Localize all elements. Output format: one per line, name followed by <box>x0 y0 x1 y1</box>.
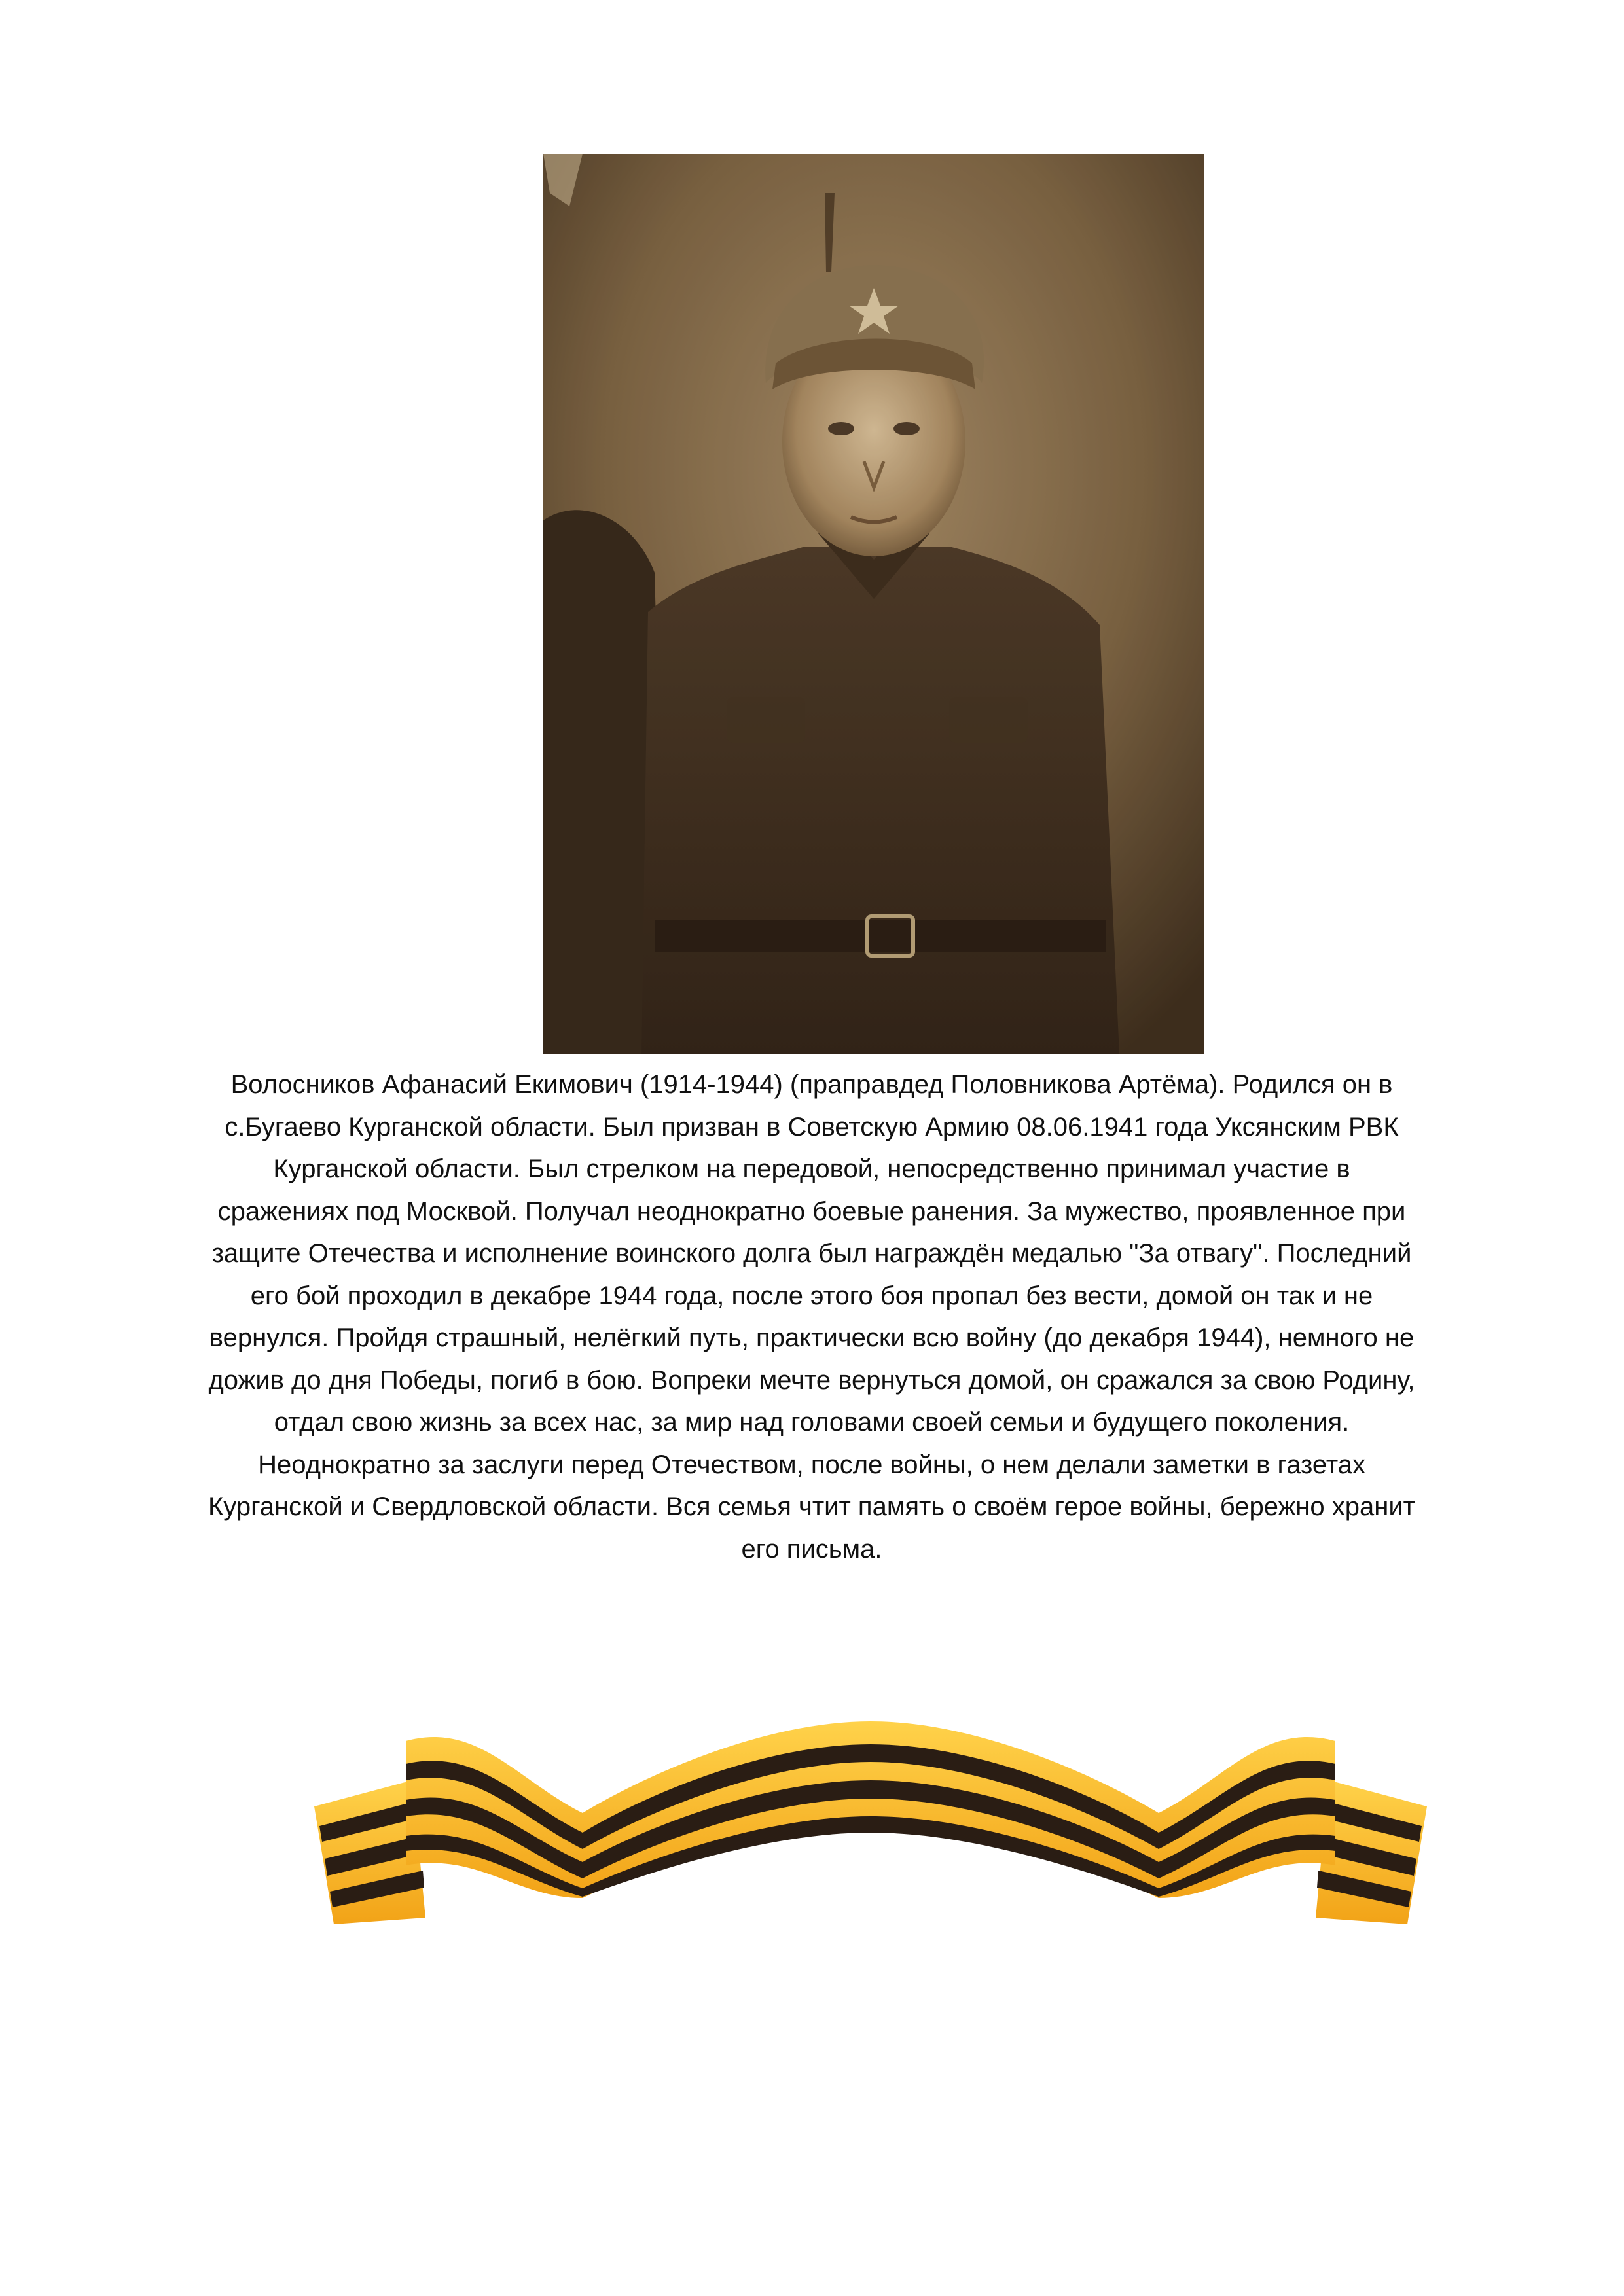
biography-line: Курганской и Свердловской области. Вся семья чтит память о своём герое войны, бережно хранит <box>208 1492 1415 1521</box>
biography-line: защите Отечества и исполнение воинского долга был награждён медалью "За отвагу". Последний <box>211 1239 1412 1268</box>
biography-line: дожив до дня Победы, погиб в бою. Вопреки мечте вернуться домой, он сражался за свою Родину, <box>208 1365 1415 1395</box>
biography-line: Курганской области. Был стрелком на передовой, непосредственно принимал участие в <box>273 1155 1350 1183</box>
biography-line: Неоднократно за заслуги перед Отечеством, после войны, о нем делали заметки в газетах <box>258 1450 1365 1479</box>
biography-line: его бой проходил в декабре 1944 года, после этого боя пропал без вести, домой он так и не <box>250 1281 1373 1310</box>
portrait-photo <box>543 154 1204 1054</box>
biography-line: сражениях под Москвой. Получал неоднократно боевые ранения. За мужество, проявленное при <box>217 1196 1406 1226</box>
portrait-photo-icon <box>543 154 1204 1054</box>
biography-line: его письма. <box>741 1534 882 1564</box>
biography-line: вернулся. Пройдя страшный, нелёгкий путь, практически всю войну (до декабря 1944), немного не <box>209 1323 1415 1352</box>
biography-text <box>196 1064 1427 1570</box>
st-george-ribbon <box>308 1702 1434 1944</box>
st-george-ribbon-icon <box>308 1702 1434 1944</box>
biography-line: с.Бугаево Курганской области. Был призван в Советскую Армию 08.06.1941 года Уксянским РВК <box>225 1112 1399 1141</box>
biography-line: отдал свою жизнь за всех нас, за мир над головами своей семьи и будущего поколения. <box>274 1408 1350 1437</box>
biography-line: Волосников Афанасий Екимович (1914-1944) (праправдед Половникова Артёма). Родился он в <box>230 1070 1393 1099</box>
